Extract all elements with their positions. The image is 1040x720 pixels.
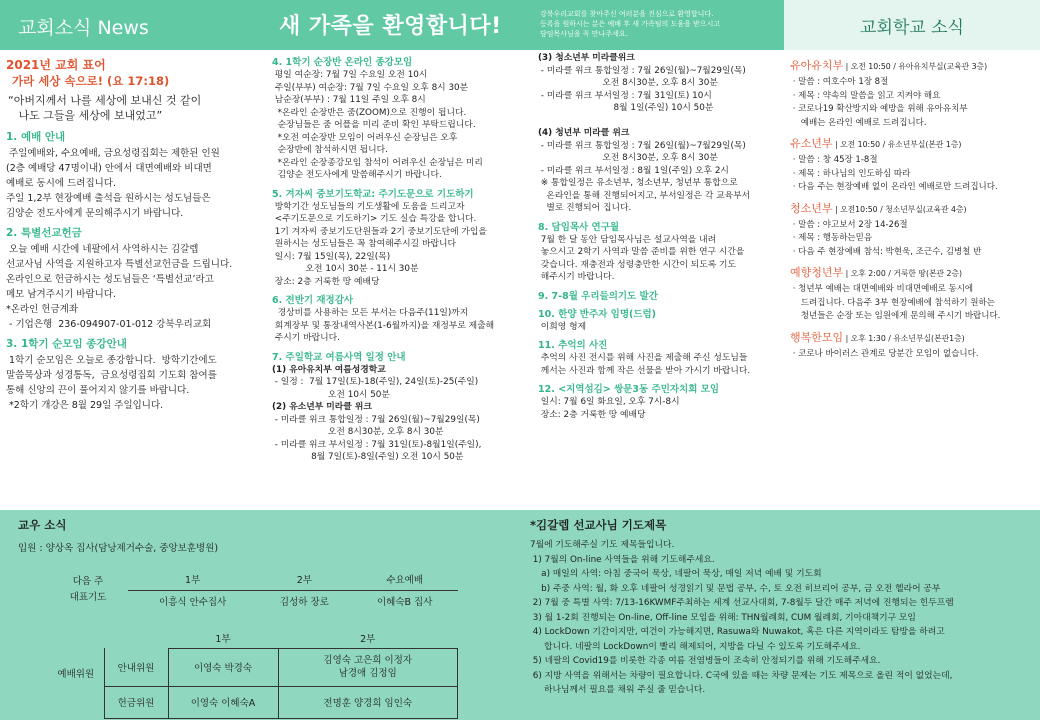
- section-body: 오늘 예배 시간에 네팔에서 사역하시는 김갈렙 선교사님 사역을 지원하고자 특별선교헌금을 드립니다. 온라인으로 헌금하시는 성도님들은 ‘특별선교’라고 메모 남겨주시기 바랍니다. *온라인 헌금계좌 - 기업은행 236-094907-01-012 강북우리교회: [6, 244, 233, 330]
- table-cell: 이흥식 안수집사: [159, 597, 227, 609]
- section-title: 9. 7-8월 우리들의기도 발간: [538, 290, 658, 302]
- table-row: [48, 686, 458, 718]
- dept-name: 예향청년부: [790, 266, 844, 279]
- dept-meta: | 오후 1:30 / 유소년부실(본관1층): [843, 333, 965, 343]
- section-title: 10. 한양 반주자 임명(드럼): [538, 308, 657, 320]
- news-column-1: [6, 52, 268, 505]
- motto-block: [6, 56, 268, 123]
- motto-year-label: 2021년 교회 표어: [6, 58, 106, 72]
- section-title: 1. 예배 안내: [6, 131, 66, 143]
- news-section: [6, 336, 268, 413]
- dept-title: [790, 200, 1038, 216]
- table-header: 1부: [168, 628, 278, 648]
- dept-meta: | 오후 2:00 / 거룩한 땅(본관 2층): [843, 269, 963, 278]
- section-body: (1) 유아유치부 여름성경학교 - 일정 : 7월 17일(토)-18(주일), 24일(토)-25(주일) 오전 10시 50분 (2) 유소년부 미라클 위크 - 미라클 위크 통합일정 : 7월 26일(월)~7월29일(목) 오전 8시30분, 오후 8시 30분 - 미라클 위크 부서일정 : 7월 31일(토)-8월1일(주일), 8월 7일(토)-8일(주일) 오전 10시 50분: [272, 364, 482, 462]
- section-title: 11. 추억의 사진: [538, 340, 608, 351]
- dept-title: [790, 329, 1038, 345]
- section-title: 8. 담임목사 연구월: [538, 221, 620, 233]
- news-column-2: [272, 52, 534, 505]
- table-cell: 전명훈 양경희 임인숙: [278, 686, 458, 718]
- dept-name: 청소년부: [790, 201, 833, 215]
- news-section: [538, 306, 784, 334]
- dept-title: [790, 57, 1038, 73]
- dept-meta: | 오전 10:50 / 유아유치부실(교육관 3층): [843, 62, 988, 71]
- dept-name: 유소년부: [790, 137, 833, 150]
- news-section: [538, 219, 784, 284]
- news-section: [6, 225, 268, 332]
- table-header: 1부: [128, 568, 257, 590]
- worship-committee-label: 예배위원: [57, 669, 95, 680]
- dept-name: 행복한모임: [790, 330, 844, 344]
- news-section: [538, 288, 784, 302]
- section-body: 이희영 형제: [538, 321, 587, 332]
- school-dept: [790, 200, 1038, 260]
- section-title: 5. 겨자씨 중보기도학교: 주기도문으로 기도하기: [272, 188, 474, 200]
- section-title: 2. 특별선교헌금: [6, 227, 82, 239]
- welcome-note: 강북우리교회를 찾아주신 여러분을 진심으로 환영합니다. 등록을 원하시는 분은 예배 후 새 가족팀의 도움을 받으시고 담임목사님을 꼭 만나주세요.: [540, 10, 721, 38]
- section-body: (3) 청소년부 미라클위크 - 미라클 위크 통합일정 : 7월 26일(월)~7월29일(목) 오전 8시30분, 오후 8시 30분 - 미라클 위크 부서일정 : 7월 31일(토) 10시 8월 1일(주일) 10시 50분 (4) 청년부 미라클 위크 - 미라클 위크 통합일정 : 7월 26일(월)~7월29일(목) 오전 8시30분, 오후 8시 30분 - 미라클 위크 부서일정 : 8월 1일(주일) 오후 2시 ※ 통합일정은 유소년부, 청소년부, 청년부 통합으로 온라인을 통해 진행되어지고, 부서일정은 각 교육부서 별로 진행되어 집니다.: [538, 53, 751, 213]
- table-cell: 이혜숙B 집사: [376, 597, 433, 609]
- school-title: 교회학교 소식: [860, 18, 964, 38]
- school-dept: [790, 264, 1038, 324]
- dept-body: · 말씀 : 야고보서 2장 14-26절 · 제목 : 행동하는믿음 · 다음 주 현장예배 참석: 박현욱, 조근수, 김병철 반: [792, 219, 982, 257]
- news-section: [272, 54, 534, 182]
- worship-committee-table: [48, 628, 458, 719]
- dept-body: · 코로나 바이러스 관계로 당분간 모임이 없습니다.: [790, 348, 979, 359]
- dept-meta: | 오전10:50 / 청소년부실(교육관 4층): [832, 204, 967, 214]
- table-cell: 이영숙 이혜숙A: [168, 686, 278, 718]
- table-cell: 안내위원: [104, 648, 168, 686]
- dept-body: · 말씀 : 창 45장 1-8절 · 제목 : 하나님의 인도하심 따라 · 다음 주는 현장예배 없이 온라인 예배로만 드려집니다.: [792, 155, 998, 192]
- table-cell: 김영숙 고은희 이정자 남경애 김정임: [278, 648, 458, 686]
- missionary-prayer-body: 7월에 기도해주실 기도 제목들입니다. 1) 7월의 On-line 사역들을 위해 기도해주세요. a) 매일의 사역: 아침 중국어 묵상, 네팔어 묵상, 매일 저녁 예배 및 기도회 b) 주중 사역: 월, 화 오후 네팔어 성경읽기 및 문법 공부, 수, 토 오전 히브리어 공부, 금 오전 헬라어 공부 2) 7월 중 특별 사역: 7/13-16KWMF주최하는 세계 선교사대회, 7-8월두 달간 매주 저녁에 진행되는 힌두프렘 3) 월 1-2회 진행되는 On-line, Off-line 모임을 위해: THN월례회, CUM 월례회, 기아대책기구 모임 4) LockDown 기간이지만, 여건이 가능해지면, Rasuwa와 Nuwakot, 혹은 다른 지역이라도 탐방을 하려고 합니다. 네팔의 LockDown이 빨리 해제되어, 지방을 다닐 수 있도록 기도해주세요. 5) 네팔의 Covid19를 비롯한 각종 여름 전염병들이 조속히 안정되기를 위해 기도해주세요. 6) 지방 사역을 위해서는 차량이 필요합니다. C국에 있을 때는 차량 문제는 기도 제목으로 올린 적이 없었는데, 하나님께서 필요를 채워 주실 줄 믿습니다.: [530, 540, 954, 695]
- section-title: 7. 주일학교 여름사역 일정 안내: [272, 351, 406, 363]
- school-header: [784, 0, 1040, 50]
- news-section: [538, 52, 784, 215]
- section-body: 평일 여순장: 7월 7일 수요일 오전 10시 주일(부부) 여순장: 7월 7일 수요일 오후 8시 30분 남순장(부부) : 7월 11일 주일 오후 8시 *온라인 순장반은 줌(ZOOM)으로 진행이 됩니다. 순장님들은 줌 어플을 미리 준비 확인 부탁드립니다. *오전 여순장반 모임이 어려우신 순장님은 오후 순장반에 참석하시면 됩니다. *온라인 순장종강모임 참석이 어려우신 순장님은 미리 김양순 전도사에게 말씀해주시기 바랍니다.: [274, 70, 483, 180]
- table-row: [48, 648, 458, 686]
- section-body: 1학기 순모임은 오늘로 종강합니다. 방학기간에도 말씀묵상과 성경통독, 금요성령집회 기도회 참여를 통해 신앙의 끈이 풀어지지 않기를 바랍니다. *2학기 개강은 8월 29일 주일입니다.: [6, 355, 217, 411]
- news-section: [272, 186, 534, 289]
- missionary-prayer-block: [530, 517, 1035, 698]
- dept-name: 유아유치부: [790, 59, 844, 72]
- section-body: 일시: 7월 6일 화요일, 오후 7시-8시 장소: 2층 거룩한 땅 예배당: [540, 397, 680, 420]
- member-news-title: 교우 소식: [18, 518, 67, 532]
- section-title: 12. <지역섬김> 쌍문3동 주민자치회 모임: [538, 384, 720, 395]
- motto-quote: “아버지께서 나를 세상에 보내신 것 같이 나도 그들을 세상에 보내었고”: [8, 94, 202, 122]
- motto-verse: 가라 세상 속으로! (요 17:18): [12, 74, 170, 88]
- header-bar: [0, 0, 1040, 50]
- school-column: [790, 52, 1038, 505]
- dept-title: [790, 135, 1038, 151]
- table-header: 2부: [257, 568, 351, 590]
- hospital-news: 입원 : 양상옥 집사(담낭제거수술, 중앙보훈병원): [18, 543, 219, 554]
- school-dept: [790, 135, 1038, 195]
- news-section: [538, 337, 784, 377]
- prayer-leaders-label: 다음 주 대표기도: [69, 576, 107, 603]
- prayer-leaders-table: [48, 568, 458, 612]
- news-section: [272, 349, 534, 464]
- school-dept: [790, 329, 1038, 362]
- table-cell: 헌금위원: [104, 686, 168, 718]
- missionary-prayer-title: *김갈렙 선교사님 기도제목: [530, 518, 667, 532]
- table-cell: 이영숙 박경숙: [168, 648, 278, 686]
- dept-title: [790, 264, 1038, 280]
- section-title: 3. 1학기 순모임 종강안내: [6, 338, 127, 350]
- news-section: [538, 381, 784, 421]
- member-news-block: [18, 517, 516, 554]
- welcome-title: 새 가족을 환영합니다!: [279, 14, 502, 39]
- section-title: 4. 1학기 순장반 온라인 종강모임: [272, 57, 413, 68]
- section-body: 경상비를 사용하는 모든 부서는 다음주(11일)까지 회계장부 및 통장내역사본(1-6월까지)을 재정부로 제출해 주시기 바랍니다.: [274, 308, 495, 343]
- section-title: 6. 전반기 재정감사: [272, 295, 354, 306]
- table-header: 수요예배: [351, 568, 458, 590]
- table-header: 2부: [278, 628, 458, 648]
- table-cell: 김성하 장로: [279, 597, 329, 609]
- school-dept: [790, 57, 1038, 130]
- dept-meta: | 오전 10:50 / 유소년부실(본관 1층): [832, 140, 962, 149]
- news-section: [272, 292, 534, 345]
- news-column-3: [538, 52, 784, 505]
- section-body: 7월 한 달 동안 담임목사님은 설교사역을 내려 놓으시고 2학기 사역과 말씀 준비를 위한 연구 시간을 갖습니다. 재충전과 성령충만한 시간이 되도록 기도 해주시기 바랍니다.: [540, 234, 745, 282]
- news-section: [6, 129, 268, 221]
- section-body: 방학기간 성도님들의 기도생활에 도움을 드리고자 <주기도문으로 기도하기> 기도 실습 특강을 합니다. 1기 겨자씨 중보기도단원들과 2기 중보기도단에 가입을 원하시는 성도님들은 꼭 참여해주시길 바랍니다 일시: 7월 15일(목), 22일(목) 오전 10시 30분 - 11시 30분 장소: 2층 거룩한 땅 예배당: [274, 201, 487, 287]
- section-body: 추억의 사진 전시를 위해 사진을 제출해 주신 성도님들 께서는 사진과 함께 작은 선물을 받아 가시기 바랍니다.: [540, 353, 751, 376]
- section-body: 주일예배와, 수요예배, 금요성령집회는 제한된 인원 (2층 예배당 47명이내) 안에서 대면예배와 비대면 예배로 동시에 드려집니다. 주일 1,2부 현장예배 출석을 원하시는 성도님들은 김양순 전도사에게 문의해주시기 바랍니다.: [6, 148, 220, 219]
- news-title: 교회소식 News: [18, 17, 149, 39]
- dept-body: · 청년부 예배는 대면예배와 비대면예배로 동시에 드려집니다. 다음주 3부 현장예배에 참석하기 원하는 청년들은 순장 또는 임원에게 문의해 주시기 바랍니다.: [792, 284, 1001, 321]
- dept-body: · 말씀 : 여호수아 1장 8절 · 제목 : 약속의 말씀을 읽고 지켜야 해요 · 코로나19 확산방지와 예방을 위해 유아유치부 예배는 온라인 예배로 드려집니다.: [792, 77, 968, 128]
